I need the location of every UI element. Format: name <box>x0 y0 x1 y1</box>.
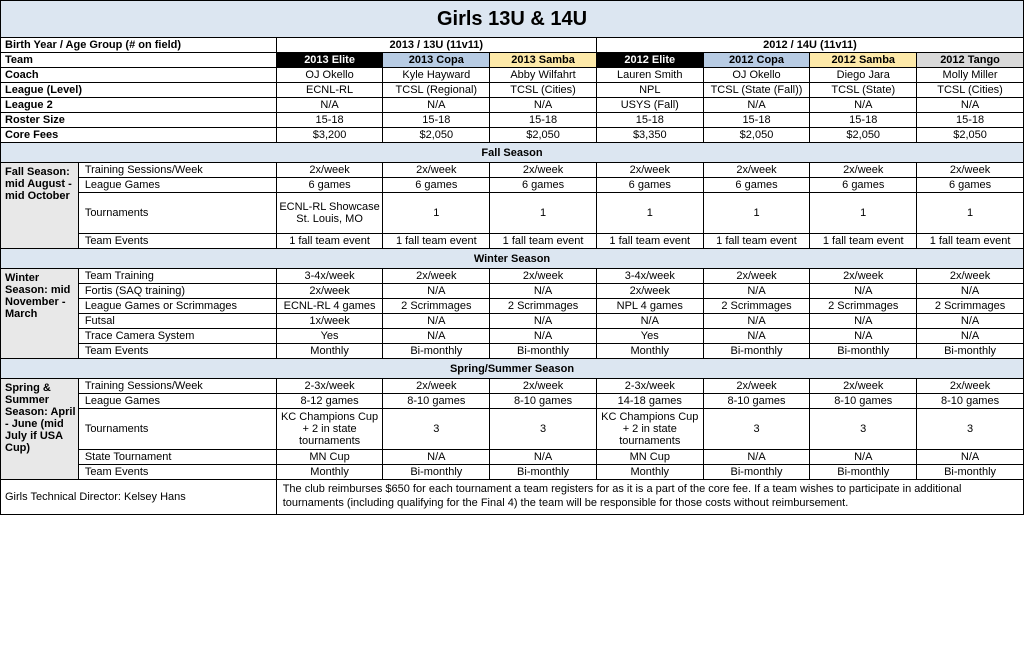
season-data-row <box>1 379 1024 394</box>
season-row-label: League Games <box>78 178 276 193</box>
season-cell: 1 fall team event <box>490 234 597 249</box>
season-data-row <box>1 465 1024 480</box>
season-cell: 2 Scrimmages <box>383 299 490 314</box>
season-cell: 6 games <box>917 178 1024 193</box>
season-data-row <box>1 178 1024 193</box>
season-row-label: Training Sessions/Week <box>78 163 276 178</box>
season-cell: Monthly <box>596 465 703 480</box>
team-row-label: Team <box>1 53 277 68</box>
info-row <box>1 113 1024 128</box>
season-cell: N/A <box>917 329 1024 344</box>
info-cell: NPL <box>596 83 703 98</box>
season-cell: Monthly <box>596 344 703 359</box>
season-cell: 2 Scrimmages <box>703 299 810 314</box>
season-cell: Bi-monthly <box>810 344 917 359</box>
season-banner: Winter Season <box>1 249 1024 269</box>
season-cell: 3-4x/week <box>596 269 703 284</box>
season-cell: 8-10 games <box>383 394 490 409</box>
season-data-row <box>1 450 1024 465</box>
season-cell: 6 games <box>276 178 383 193</box>
season-cell: 14-18 games <box>596 394 703 409</box>
season-row-label: Fortis (SAQ training) <box>78 284 276 299</box>
season-cell: Bi-monthly <box>490 465 597 480</box>
season-cell: Bi-monthly <box>383 465 490 480</box>
info-cell: TCSL (Regional) <box>383 83 490 98</box>
season-cell: 8-10 games <box>810 394 917 409</box>
season-cell: 1 fall team event <box>917 234 1024 249</box>
season-cell: 1 <box>490 193 597 234</box>
season-data-row <box>1 344 1024 359</box>
info-cell: ECNL-RL <box>276 83 383 98</box>
season-cell: N/A <box>490 450 597 465</box>
season-cell: 3 <box>810 409 917 450</box>
season-cell: 3 <box>490 409 597 450</box>
info-cell: TCSL (Cities) <box>490 83 597 98</box>
season-cell: 2x/week <box>810 379 917 394</box>
season-cell: ECNL-RL Showcase St. Louis, MO <box>276 193 383 234</box>
info-cell: USYS (Fall) <box>596 98 703 113</box>
season-cell: 3 <box>703 409 810 450</box>
season-cell: 2x/week <box>917 269 1024 284</box>
team-header-cell: 2012 Tango <box>917 53 1024 68</box>
info-cell: $2,050 <box>917 128 1024 143</box>
season-banner-row <box>1 249 1024 269</box>
season-cell: 2x/week <box>810 269 917 284</box>
season-cell: Monthly <box>276 465 383 480</box>
season-data-row <box>1 329 1024 344</box>
season-cell: Bi-monthly <box>703 465 810 480</box>
season-cell: 1 fall team event <box>596 234 703 249</box>
season-row-label: Tournaments <box>78 193 276 234</box>
info-cell: N/A <box>276 98 383 113</box>
team-header-cell: 2012 Copa <box>703 53 810 68</box>
season-cell: KC Champions Cup + 2 in state tournaments <box>276 409 383 450</box>
season-row-label: League Games <box>78 394 276 409</box>
season-cell: N/A <box>917 450 1024 465</box>
season-row-label: Tournaments <box>78 409 276 450</box>
info-cell: 15-18 <box>596 113 703 128</box>
header-agegroup-row <box>1 38 1024 53</box>
season-cell: N/A <box>490 284 597 299</box>
season-cell: 1 <box>703 193 810 234</box>
season-cell: 3 <box>383 409 490 450</box>
info-cell: Lauren Smith <box>596 68 703 83</box>
info-cell: $2,050 <box>810 128 917 143</box>
season-cell: 6 games <box>703 178 810 193</box>
season-cell: N/A <box>810 284 917 299</box>
info-cell: TCSL (State) <box>810 83 917 98</box>
season-cell: Monthly <box>276 344 383 359</box>
info-cell: Abby Wilfahrt <box>490 68 597 83</box>
season-name: Spring & Summer Season: April - June (mid July if USA Cup) <box>1 379 79 480</box>
info-cell: $2,050 <box>703 128 810 143</box>
season-cell: N/A <box>490 314 597 329</box>
age-group-header: 2012 / 14U (11v11) <box>596 38 1023 53</box>
season-cell: 2x/week <box>276 284 383 299</box>
team-header-cell: 2013 Copa <box>383 53 490 68</box>
season-cell: 2-3x/week <box>596 379 703 394</box>
season-cell: 2-3x/week <box>276 379 383 394</box>
season-row-label: Training Sessions/Week <box>78 379 276 394</box>
season-data-row <box>1 163 1024 178</box>
header-team-row <box>1 53 1024 68</box>
season-cell: 1 <box>596 193 703 234</box>
season-cell: N/A <box>383 450 490 465</box>
season-cell: 8-10 games <box>490 394 597 409</box>
season-cell: Bi-monthly <box>703 344 810 359</box>
season-name: Winter Season: mid November - March <box>1 269 79 359</box>
season-cell: N/A <box>383 314 490 329</box>
season-cell: MN Cup <box>596 450 703 465</box>
info-cell: N/A <box>917 98 1024 113</box>
season-cell: Bi-monthly <box>917 465 1024 480</box>
season-data-row <box>1 234 1024 249</box>
team-header-cell: 2012 Elite <box>596 53 703 68</box>
season-cell: 2 Scrimmages <box>810 299 917 314</box>
season-cell: 2x/week <box>490 379 597 394</box>
season-cell: 1 fall team event <box>383 234 490 249</box>
season-cell: 3 <box>917 409 1024 450</box>
season-row-label: Team Events <box>78 234 276 249</box>
season-data-row <box>1 314 1024 329</box>
info-cell: OJ Okello <box>276 68 383 83</box>
info-row-label: Roster Size <box>1 113 277 128</box>
info-cell: 15-18 <box>917 113 1024 128</box>
info-row <box>1 68 1024 83</box>
season-cell: 6 games <box>490 178 597 193</box>
info-row-label: League (Level) <box>1 83 277 98</box>
info-cell: $3,350 <box>596 128 703 143</box>
age-group-header: 2013 / 13U (11v11) <box>276 38 596 53</box>
info-cell: 15-18 <box>490 113 597 128</box>
info-row <box>1 128 1024 143</box>
season-banner: Fall Season <box>1 143 1024 163</box>
season-cell: 2x/week <box>596 284 703 299</box>
season-row-label: State Tournament <box>78 450 276 465</box>
season-row-label: Team Events <box>78 344 276 359</box>
season-cell: Bi-monthly <box>810 465 917 480</box>
season-banner: Spring/Summer Season <box>1 359 1024 379</box>
info-cell: $3,200 <box>276 128 383 143</box>
season-cell: 3-4x/week <box>276 269 383 284</box>
season-cell: N/A <box>703 284 810 299</box>
season-cell: 2x/week <box>703 163 810 178</box>
season-name: Fall Season: mid August - mid October <box>1 163 79 249</box>
season-cell: 1 <box>917 193 1024 234</box>
season-cell: Yes <box>596 329 703 344</box>
season-row-label: Team Training <box>78 269 276 284</box>
technical-director-label: Girls Technical Director: Kelsey Hans <box>1 480 277 515</box>
season-cell: 1 <box>810 193 917 234</box>
season-data-row <box>1 193 1024 234</box>
season-data-row <box>1 299 1024 314</box>
season-cell: 2 Scrimmages <box>917 299 1024 314</box>
season-cell: 2x/week <box>383 163 490 178</box>
season-cell: 6 games <box>596 178 703 193</box>
info-cell: OJ Okello <box>703 68 810 83</box>
info-cell: 15-18 <box>276 113 383 128</box>
season-cell: N/A <box>490 329 597 344</box>
season-cell: 2x/week <box>917 163 1024 178</box>
season-cell: 1 fall team event <box>276 234 383 249</box>
season-cell: N/A <box>810 314 917 329</box>
season-row-label: Futsal <box>78 314 276 329</box>
season-cell: N/A <box>917 284 1024 299</box>
info-cell: N/A <box>490 98 597 113</box>
info-cell: N/A <box>810 98 917 113</box>
season-cell: N/A <box>810 450 917 465</box>
season-data-row <box>1 284 1024 299</box>
season-data-row <box>1 409 1024 450</box>
info-row-label: Coach <box>1 68 277 83</box>
season-row-label: Team Events <box>78 465 276 480</box>
info-row-label: Core Fees <box>1 128 277 143</box>
season-cell: 2 Scrimmages <box>490 299 597 314</box>
info-row-label: League 2 <box>1 98 277 113</box>
season-cell: 2x/week <box>383 379 490 394</box>
season-cell: Bi-monthly <box>383 344 490 359</box>
season-cell: 8-10 games <box>703 394 810 409</box>
season-cell: N/A <box>703 450 810 465</box>
season-cell: NPL 4 games <box>596 299 703 314</box>
season-cell: 1x/week <box>276 314 383 329</box>
info-cell: $2,050 <box>383 128 490 143</box>
season-cell: 6 games <box>810 178 917 193</box>
season-cell: MN Cup <box>276 450 383 465</box>
page-title: Girls 13U & 14U <box>1 1 1024 38</box>
team-header-cell: 2013 Elite <box>276 53 383 68</box>
season-cell: 2x/week <box>703 269 810 284</box>
season-cell: 1 fall team event <box>810 234 917 249</box>
season-data-row <box>1 269 1024 284</box>
season-cell: 1 <box>383 193 490 234</box>
info-row <box>1 83 1024 98</box>
season-cell: N/A <box>810 329 917 344</box>
season-row-label: Trace Camera System <box>78 329 276 344</box>
info-cell: Kyle Hayward <box>383 68 490 83</box>
season-cell: 2x/week <box>383 269 490 284</box>
season-cell: Yes <box>276 329 383 344</box>
info-cell: 15-18 <box>383 113 490 128</box>
info-cell: N/A <box>383 98 490 113</box>
season-cell: 2x/week <box>703 379 810 394</box>
team-header-cell: 2012 Samba <box>810 53 917 68</box>
season-banner-row <box>1 143 1024 163</box>
season-cell: 6 games <box>383 178 490 193</box>
season-cell: N/A <box>383 284 490 299</box>
season-cell: 8-10 games <box>917 394 1024 409</box>
season-cell: 1 fall team event <box>703 234 810 249</box>
info-cell: N/A <box>703 98 810 113</box>
season-cell: N/A <box>703 329 810 344</box>
season-cell: N/A <box>596 314 703 329</box>
season-cell: ECNL-RL 4 games <box>276 299 383 314</box>
info-cell: 15-18 <box>703 113 810 128</box>
info-cell: TCSL (State (Fall)) <box>703 83 810 98</box>
season-cell: 2x/week <box>490 163 597 178</box>
season-cell: N/A <box>703 314 810 329</box>
season-cell: Bi-monthly <box>917 344 1024 359</box>
season-cell: N/A <box>383 329 490 344</box>
season-data-row <box>1 394 1024 409</box>
season-cell: 2x/week <box>276 163 383 178</box>
info-cell: TCSL (Cities) <box>917 83 1024 98</box>
info-row <box>1 98 1024 113</box>
season-cell: 2x/week <box>917 379 1024 394</box>
reimbursement-note: The club reimburses $650 for each tournament a team registers for as it is a part of the core fee. If a team wishes to participate in additional tournaments (including qualifying for the Final 4) the team will be responsible for those costs without reimbursement. <box>276 480 1023 515</box>
info-cell: Molly Miller <box>917 68 1024 83</box>
season-cell: 2x/week <box>490 269 597 284</box>
season-row-label: League Games or Scrimmages <box>78 299 276 314</box>
season-cell: 2x/week <box>596 163 703 178</box>
season-cell: 2x/week <box>810 163 917 178</box>
season-banner-row <box>1 359 1024 379</box>
team-header-cell: 2013 Samba <box>490 53 597 68</box>
footer-row <box>1 480 1024 515</box>
season-cell: KC Champions Cup + 2 in state tournaments <box>596 409 703 450</box>
info-cell: $2,050 <box>490 128 597 143</box>
season-cell: N/A <box>917 314 1024 329</box>
birthyear-row-label: Birth Year / Age Group (# on field) <box>1 38 277 53</box>
season-cell: 8-12 games <box>276 394 383 409</box>
info-cell: Diego Jara <box>810 68 917 83</box>
info-cell: 15-18 <box>810 113 917 128</box>
season-cell: Bi-monthly <box>490 344 597 359</box>
